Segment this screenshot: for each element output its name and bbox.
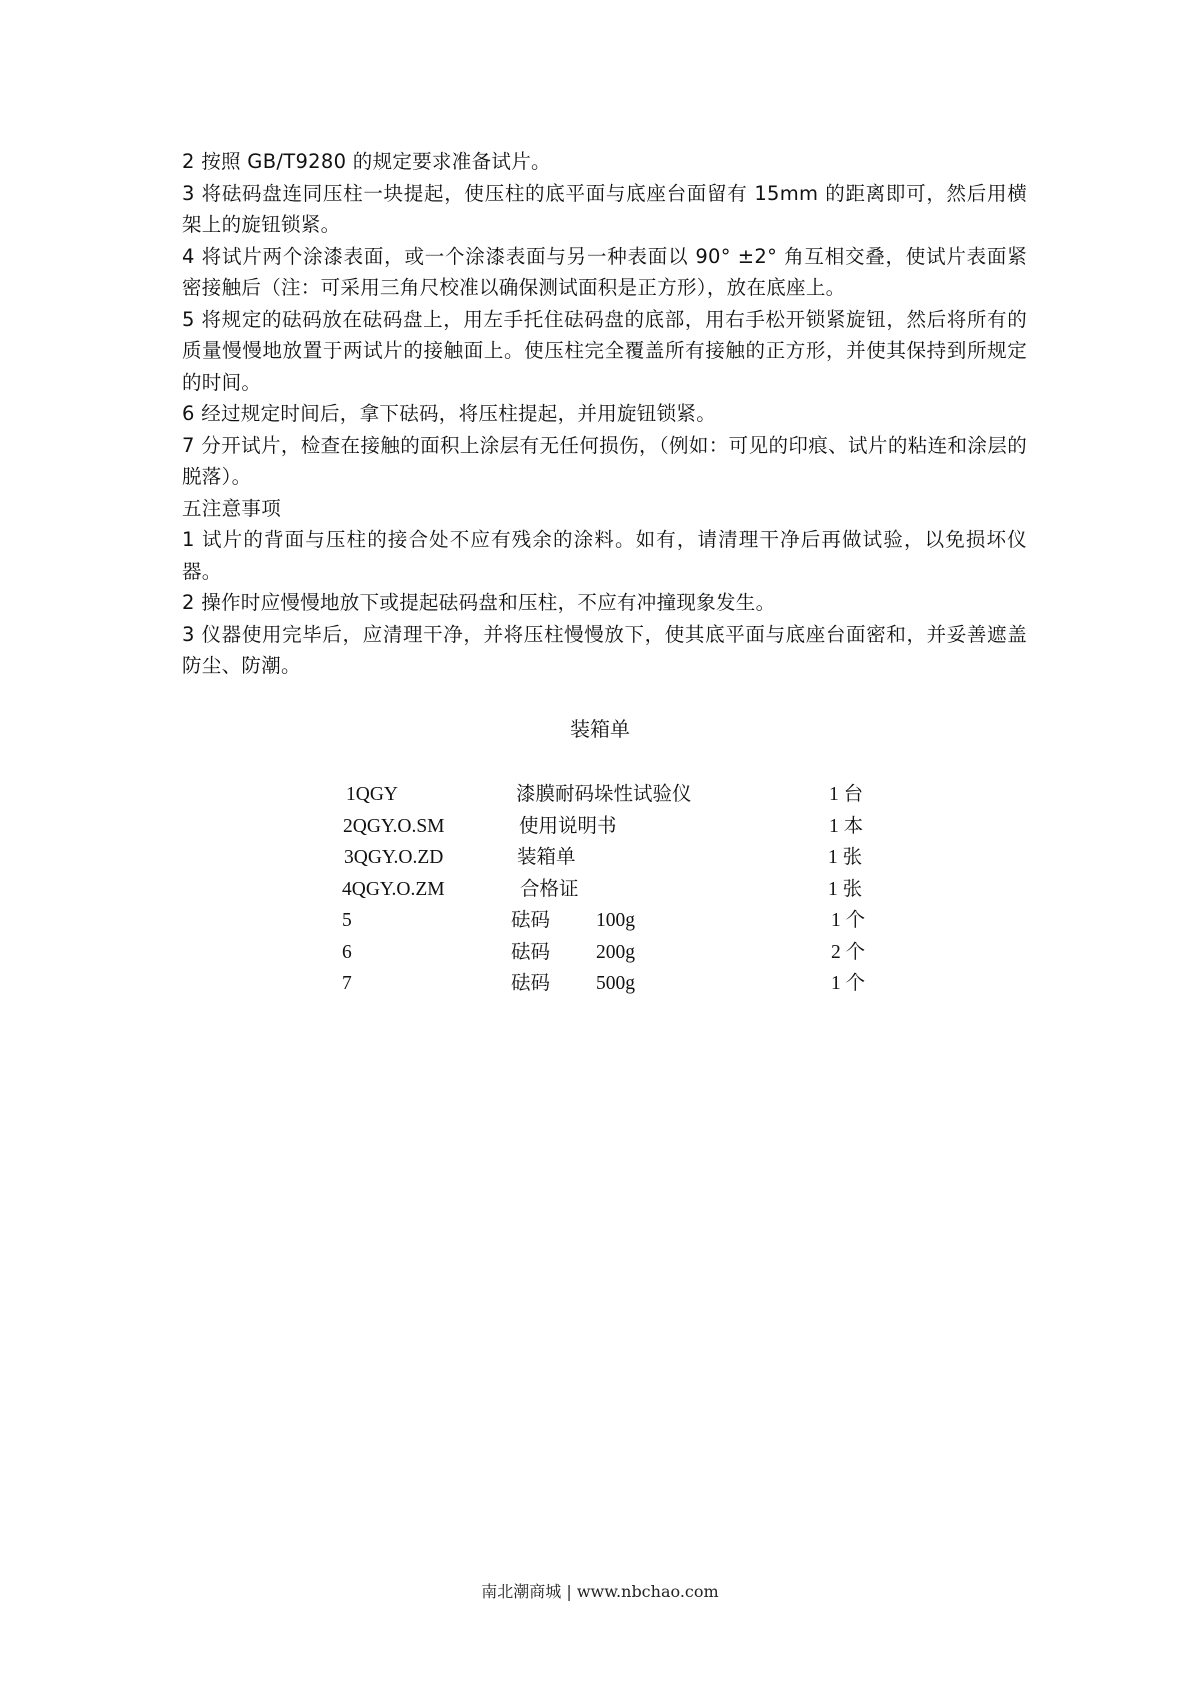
item-name: 砝码 xyxy=(511,973,551,994)
list-item xyxy=(0,938,1200,968)
step-2: 2 按照 GB/T9280 的规定要求准备试片。 xyxy=(182,150,551,173)
list-item xyxy=(0,875,1200,905)
precaution-2: 2 操作时应慢慢地放下或提起砝码盘和压柱，不应有冲撞现象发生。 xyxy=(182,591,776,614)
item-code: 2QGY.O.SM xyxy=(343,815,445,837)
section-heading-precautions: 五注意事项 xyxy=(182,496,282,520)
item-qty: 1 张 xyxy=(828,878,863,900)
step-3: 3 将砝码盘连同压柱一块提起，使压柱的底平面与底座台面留有 15mm 的距离即可，然后用横架上的旋钮锁紧。 xyxy=(182,181,1027,236)
item-name: 装箱单 xyxy=(517,847,576,868)
precaution-3: 3 仪器使用完毕后，应清理干净，并将压柱慢慢放下，使其底平面与底座台面密和，并妥善遮盖防尘、防潮。 xyxy=(182,622,1027,677)
item-name: 砝码 xyxy=(511,910,551,931)
list-item xyxy=(0,812,1200,842)
precaution-1: 1 试片的背面与压柱的接合处不应有残余的涂料。如有，请清理干净后再做试验，以免损坏仪器。 xyxy=(182,528,1027,583)
item-name: 使用说明书 xyxy=(519,815,617,837)
item-qty: 1 台 xyxy=(829,784,864,805)
item-name: 砝码 xyxy=(511,941,551,963)
footer-source: 南北潮商城 | www.nbchao.com xyxy=(481,1582,719,1601)
item-qty: 1 张 xyxy=(828,847,863,868)
item-qty: 1 个 xyxy=(831,910,866,931)
list-item xyxy=(0,843,1200,873)
item-code: 7 xyxy=(342,973,352,994)
list-item xyxy=(0,969,1200,999)
list-item xyxy=(0,780,1200,810)
item-code: 3QGY.O.ZD xyxy=(344,847,444,868)
step-5: 5 将规定的砝码放在砝码盘上，用左手托住砝码盘的底部，用右手松开锁紧旋钮，然后将所有的质量慢慢地放置于两试片的接触面上。使压柱完全覆盖所有接触的正方形，并使其保持到所规定的时间。 xyxy=(182,307,1027,394)
step-4: 4 将试片两个涂漆表面，或一个涂漆表面与另一种表面以 90° ±2° 角互相交叠，使试片表面紧密接触后（注：可采用三角尺校准以确保测试面积是正方形），放在底座上。 xyxy=(182,244,1027,299)
packing-list-title: 装箱单 xyxy=(570,717,630,741)
item-spec: 100g xyxy=(596,910,635,931)
item-qty: 2 个 xyxy=(831,941,866,963)
item-spec: 500g xyxy=(596,973,635,994)
item-name: 合格证 xyxy=(520,878,579,900)
list-item xyxy=(0,906,1200,936)
item-name: 漆膜耐码垛性试验仪 xyxy=(516,784,692,805)
step-7: 7 分开试片，检查在接触的面积上涂层有无任何损伤，（例如：可见的印痕、试片的粘连和涂层的脱落）。 xyxy=(182,433,1027,488)
item-code: 4QGY.O.ZM xyxy=(342,878,445,900)
body-text xyxy=(182,146,1027,682)
item-qty: 1 本 xyxy=(829,815,864,837)
item-code: 1QGY xyxy=(346,784,398,805)
item-code: 6 xyxy=(342,941,352,963)
item-code: 5 xyxy=(342,910,352,931)
item-qty: 1 个 xyxy=(831,973,866,994)
step-6: 6 经过规定时间后，拿下砝码，将压柱提起，并用旋钮锁紧。 xyxy=(182,402,717,425)
item-spec: 200g xyxy=(596,941,635,963)
